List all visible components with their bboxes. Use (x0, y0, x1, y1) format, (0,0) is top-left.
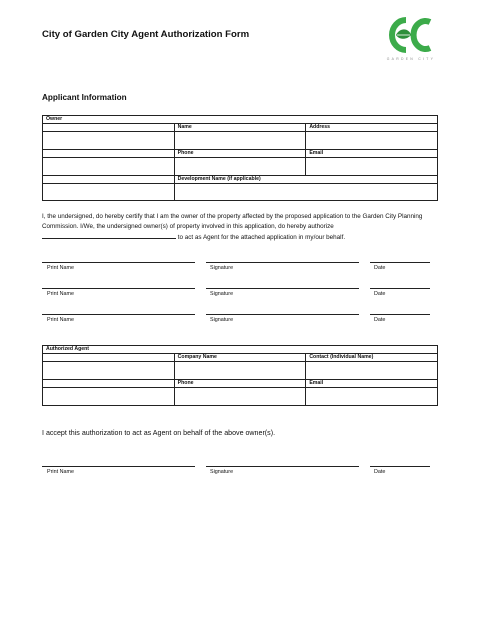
form-title: City of Garden City Agent Authorization Form (42, 29, 250, 40)
signature-line[interactable] (206, 314, 359, 315)
owner-table (42, 115, 438, 201)
agent-email-label: Email (306, 380, 438, 388)
signature-label: Signature (210, 291, 234, 297)
garden-city-logo (388, 14, 434, 56)
phone-label: Phone (174, 150, 306, 158)
agent-signature-line[interactable] (206, 466, 359, 467)
date-line[interactable] (370, 314, 430, 315)
signature-label: Signature (210, 317, 234, 323)
signature-label: Signature (210, 265, 234, 271)
indent-cell (43, 132, 175, 150)
indent-cell (43, 150, 175, 158)
date-line[interactable] (370, 262, 430, 263)
date-label: Date (374, 317, 386, 323)
indent-cell (43, 158, 175, 176)
agent-date-line[interactable] (370, 466, 430, 467)
print-name-label: Print Name (47, 291, 74, 297)
print-name-label: Print Name (47, 317, 74, 323)
agent-heading: Authorized Agent (43, 346, 438, 354)
development-name-field[interactable] (174, 184, 437, 201)
date-label: Date (374, 265, 386, 271)
owner-label: Owner (43, 116, 438, 124)
indent-cell (43, 184, 175, 201)
print-name-label: Print Name (47, 265, 74, 271)
contact-name-field[interactable] (306, 362, 438, 380)
acceptance-statement: I accept this authorization to act as Agent on behalf of the above owner(s). (42, 429, 276, 437)
signature-line[interactable] (206, 288, 359, 289)
print-name-line[interactable] (42, 288, 195, 289)
indent-cell (43, 380, 175, 388)
certification-text-2: to act as Agent for the attached application in my/our behalf. (177, 234, 346, 241)
owner-name-field[interactable] (174, 132, 306, 150)
logo-wordmark: GARDEN CITY (386, 57, 436, 61)
agent-print-name-line[interactable] (42, 466, 195, 467)
email-label: Email (306, 150, 438, 158)
indent-cell (43, 362, 175, 380)
date-label: Date (374, 469, 386, 475)
name-label: Name (174, 124, 306, 132)
development-name-label: Development Name (if applicable) (174, 176, 437, 184)
indent-cell (43, 354, 175, 362)
agent-table (42, 345, 438, 406)
agent-email-field[interactable] (306, 388, 438, 406)
signature-label: Signature (210, 469, 234, 475)
agent-phone-label: Phone (174, 380, 306, 388)
address-label: Address (306, 124, 438, 132)
date-label: Date (374, 291, 386, 297)
contact-name-label: Contact (Individual Name) (306, 354, 438, 362)
signature-line[interactable] (206, 262, 359, 263)
owner-phone-field[interactable] (174, 158, 306, 176)
print-name-line[interactable] (42, 262, 195, 263)
agent-phone-field[interactable] (174, 388, 306, 406)
print-name-line[interactable] (42, 314, 195, 315)
applicant-heading: Applicant Information (42, 93, 127, 102)
date-line[interactable] (370, 288, 430, 289)
certification-paragraph (42, 212, 442, 243)
print-name-label: Print Name (47, 469, 74, 475)
indent-cell (43, 124, 175, 132)
indent-cell (43, 388, 175, 406)
agent-name-blank[interactable] (42, 232, 176, 239)
company-name-field[interactable] (174, 362, 306, 380)
leaf-icon (396, 29, 411, 38)
certification-text-1: I, the undersigned, do hereby certify that I am the owner of the property affected by the proposed application to the Garden City Planning Commission. I/We, the undersigned owner(s) of property involved in this application, do hereby authorize (42, 213, 423, 230)
indent-cell (43, 176, 175, 184)
owner-email-field[interactable] (306, 158, 438, 176)
company-name-label: Company Name (174, 354, 306, 362)
owner-address-field[interactable] (306, 132, 438, 150)
